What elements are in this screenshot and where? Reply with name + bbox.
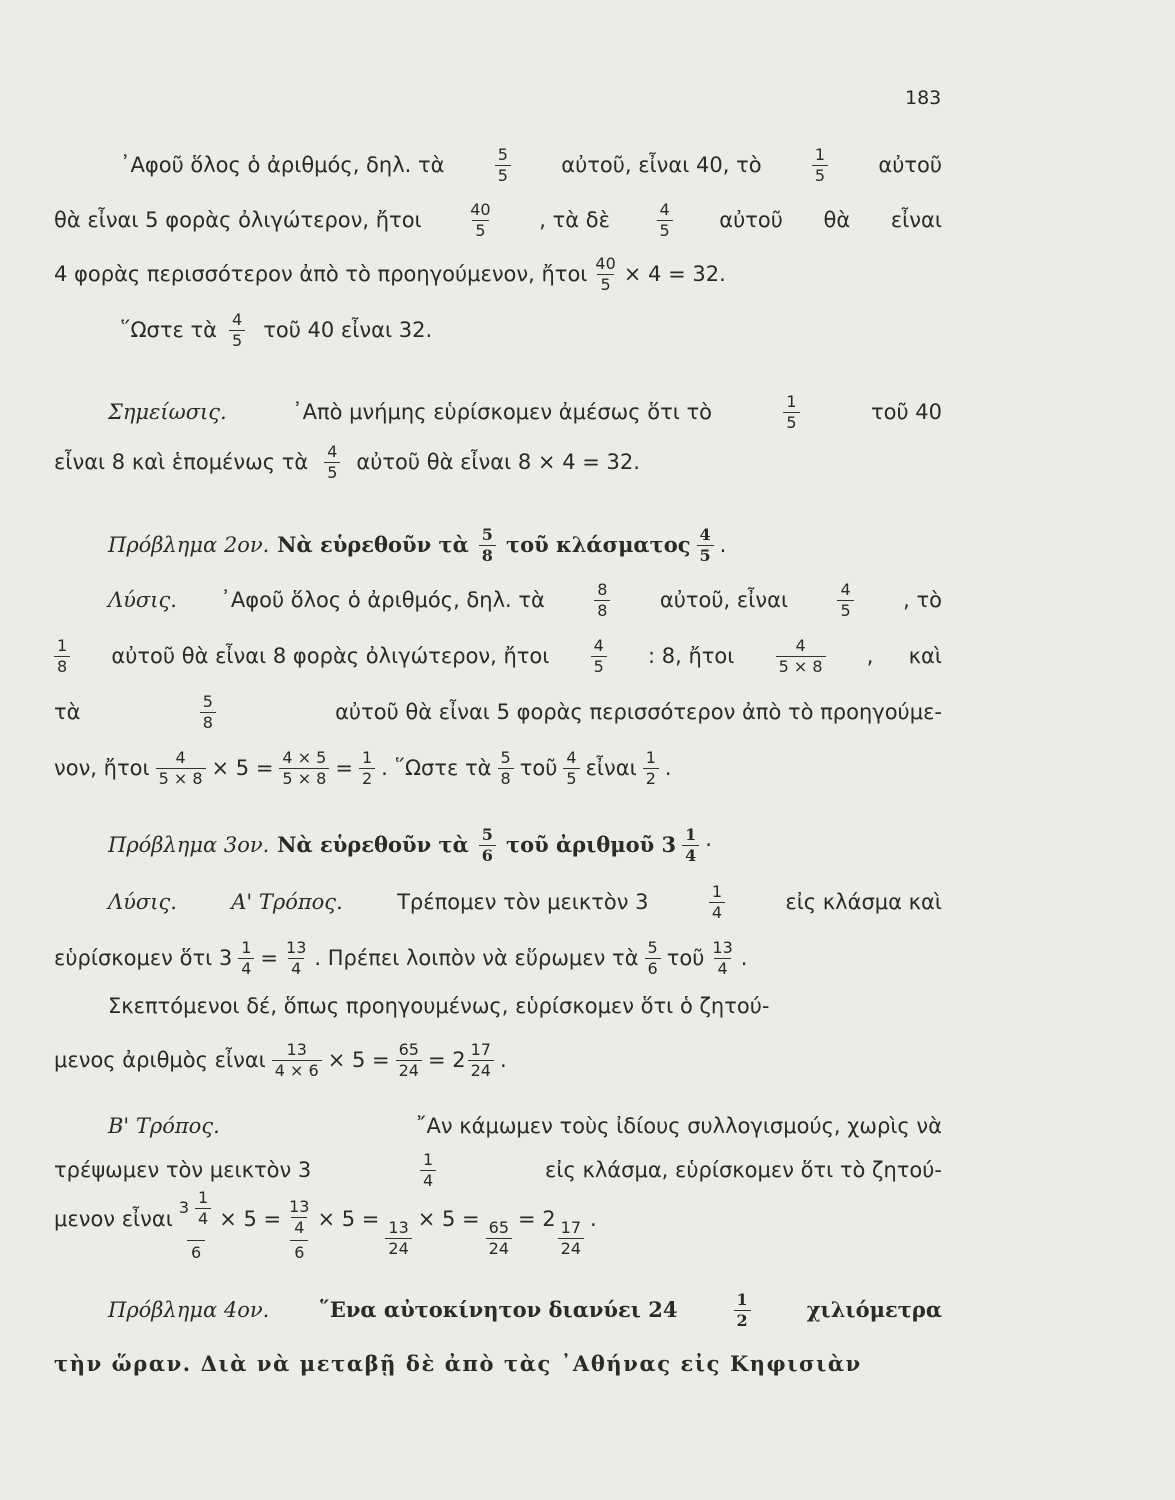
fraction: $\frac{5}{6}$ [645, 938, 661, 979]
fraction: $\frac{5}{8}$ [498, 748, 514, 789]
text-line-4: ῞Ωστε τὰ $\frac{4}{5}$ τοῦ 40 εἶναι 32. [120, 309, 433, 350]
fraction: $\frac{5}{8}$ [479, 525, 496, 566]
solution-label: Λύσις. [108, 588, 177, 612]
fraction: $\frac{1}{2}$ [734, 1290, 751, 1331]
fraction: $\frac{4}{5}$ [591, 636, 607, 677]
problem-label: Πρόβλημα 3ον. [108, 833, 270, 857]
problem-3-heading: Πρόβλημα 3ον. Νὰ εὑρεθοῦν τὰ $\frac{5}{6}$ τοῦ ἀριθμοῦ 3 $\frac{1}{4}$ · [108, 815, 942, 875]
note-label: Σημείωσις. [108, 400, 227, 424]
page-number: 183 [905, 87, 942, 109]
nested-fraction: $\frac{\frac{13}{4}}{6}$ [287, 1197, 311, 1265]
fraction: $\frac{1}{4}$ [238, 938, 254, 979]
fraction: $\frac{4}{5}$ [837, 580, 853, 621]
solution-3-line-3: Σκεπτόμενοι δέ, ὅπως προηγουμένως, εὑρίσκομεν ὅτι ὁ ζητού- [108, 994, 770, 1018]
fraction: $\frac{1}{5}$ [783, 392, 799, 433]
method-b-line-3: μενον εἶναι 3 $\frac{1}{4}$ 6 × 5 = $\frac{\frac{13}{4}}{6}$ × 5 = $\frac{13}{24}$ × 5 = $\frac{65}{24}$ = 2 $\frac{17}{24}$ . [54, 1175, 942, 1265]
fraction: $\frac{4}{5}$ [657, 200, 673, 241]
solution-3-line-4: μενος ἀριθμὸς εἶναι $\frac{13}{4 \times 6}$ × 5 = $\frac{65}{24}$ = 2 $\frac{17}{24}$ . [54, 1039, 507, 1080]
fraction: $\frac{4}{5 \times 8}$ [776, 636, 826, 677]
problem-label: Πρόβλημα 2ον. [108, 533, 270, 557]
problem-label: Πρόβλημα 4ον. [108, 1298, 270, 1322]
fraction: $\frac{4}{5 \times 8}$ [156, 748, 206, 789]
fraction: $\frac{4}{5}$ [324, 442, 340, 483]
fraction: $\frac{1}{4}$ [709, 882, 725, 923]
fraction: $\frac{40}{5}$ [595, 253, 616, 294]
problem-4-heading: Πρόβλημα 4ον. ῞Ενα αὐτοκίνητον διανύει 24 $\frac{1}{2}$ χιλιόμετρα [108, 1280, 942, 1340]
solution-line-3: τὰ $\frac{5}{8}$ αὐτοῦ θὰ εἶναι 5 φορὰς περισσότερον ἀπὸ τὸ προηγούμε- [54, 691, 942, 732]
fraction: $\frac{1}{2}$ [643, 748, 659, 789]
fraction: $\frac{17}{24}$ [468, 1040, 494, 1081]
fraction: $\frac{13}{4}$ [712, 937, 733, 978]
fraction: $\frac{1}{2}$ [359, 748, 375, 789]
fraction: $\frac{13}{24}$ [385, 1218, 411, 1259]
note-line-2: εἶναι 8 καὶ ἑπομένως τὰ $\frac{4}{5}$ αὐτοῦ θὰ εἶναι 8 × 4 = 32. [54, 441, 640, 482]
fraction: $\frac{1}{4}$ [682, 825, 699, 866]
fraction: $\frac{5}{5}$ [495, 145, 511, 186]
method-b-line-2: τρέψωμεν τὸν μεικτὸν 3 $\frac{1}{4}$ εἰς κλάσμα, εὑρίσκομεν ὅτι τὸ ζητού- [54, 1149, 942, 1190]
solution-line-4: νον, ἤτοι $\frac{4}{5 \times 8}$ × 5 = $\frac{4 \times 5}{5 \times 8}$ = $\frac{1}{2}$ . ῞Ωστε τὰ $\frac{5}{8}$ τοῦ $\frac{4}{5}$ εἶναι $\frac{1}{2}$ . [54, 747, 672, 788]
fraction: $\frac{4}{5}$ [697, 525, 714, 566]
fraction: $\frac{4 \times 5}{5 \times 8}$ [279, 748, 329, 789]
fraction: $\frac{4}{5}$ [229, 310, 245, 351]
fraction: $\frac{13}{4 \times 6}$ [272, 1040, 322, 1081]
solution-line-1: Λύσις. ᾽Αφοῦ ὅλος ὁ ἀριθμός, δηλ. τὰ $\frac{8}{8}$ αὐτοῦ, εἶναι $\frac{4}{5}$ , τὸ [108, 570, 942, 630]
fraction: $\frac{17}{24}$ [558, 1218, 584, 1259]
problem-2-heading: Πρόβλημα 2ον. Νὰ εὑρεθοῦν τὰ $\frac{5}{8}$ τοῦ κλάσματος $\frac{4}{5}$ . [108, 515, 942, 575]
solution-3-line-2: εὑρίσκομεν ὅτι 3 $\frac{1}{4}$ = $\frac{13}{4}$ . Πρέπει λοιπὸν νὰ εὕρωμεν τὰ $\frac{5}{6}$ τοῦ $\frac{13}{4}$ . [54, 937, 748, 978]
solution-label: Λύσις. [108, 890, 177, 914]
text-line-1: ᾽Αφοῦ ὅλος ὁ ἀριθμός, δηλ. τὰ $\frac{5}{5}$ αὐτοῦ, εἶναι 40, τὸ $\frac{1}{5}$ αὐτοῦ [120, 144, 942, 185]
fraction: $\frac{1}{4}$ [420, 1150, 436, 1191]
text-line-2: θὰ εἶναι 5 φορὰς ὀλιγώτερον, ἤτοι $\frac{40}{5}$ , τὰ δὲ $\frac{4}{5}$ αὐτοῦ θὰ εἶναι [54, 199, 942, 240]
fraction: $\frac{13}{4}$ [286, 937, 307, 978]
problem-4-line-2: τὴν ὥραν. Διὰ νὰ μεταβῇ δὲ ἀπὸ τὰς ᾽Αθήνας εἰς Κηφισιὰν [54, 1351, 862, 1376]
text-line-3: 4 φορὰς περισσότερον ἀπὸ τὸ προηγούμενον, ἤτοι $\frac{40}{5}$ × 4 = 32. [54, 253, 726, 294]
fraction: $\frac{1}{8}$ [54, 636, 70, 677]
nested-fraction: 3 $\frac{1}{4}$ 6 [179, 1178, 213, 1265]
fraction: $\frac{4}{5}$ [563, 748, 579, 789]
fraction: $\frac{1}{5}$ [812, 145, 828, 186]
fraction: $\frac{5}{8}$ [200, 692, 216, 733]
fraction: $\frac{5}{6}$ [479, 825, 496, 866]
solution-line-2: $\frac{1}{8}$ αὐτοῦ θὰ εἶναι 8 φορὰς ὀλιγώτερον, ἤτοι $\frac{4}{5}$ : 8, ἤτοι $\frac{4}{5 \times 8}$ , καὶ [54, 626, 942, 686]
solution-3-line-1: Λύσις. Α' Τρόπος. Τρέπομεν τὸν μεικτὸν 3 $\frac{1}{4}$ εἰς κλάσμα καὶ [108, 872, 942, 932]
fraction: $\frac{65}{24}$ [396, 1040, 422, 1081]
note-line-1: Σημείωσις. ᾽Απὸ μνήμης εὑρίσκομεν ἀμέσως ὅτι τὸ $\frac{1}{5}$ τοῦ 40 [108, 382, 942, 442]
fraction: $\frac{65}{24}$ [486, 1218, 512, 1259]
method-label: Α' Τρόπος. [231, 890, 343, 914]
fraction: $\frac{40}{5}$ [470, 199, 491, 240]
method-label: Β' Τρόπος. [108, 1114, 220, 1138]
fraction: $\frac{8}{8}$ [594, 580, 610, 621]
method-b-line-1: Β' Τρόπος. ῎Αν κάμωμεν τοὺς ἰδίους συλλογισμούς, χωρὶς νὰ [108, 1096, 942, 1156]
